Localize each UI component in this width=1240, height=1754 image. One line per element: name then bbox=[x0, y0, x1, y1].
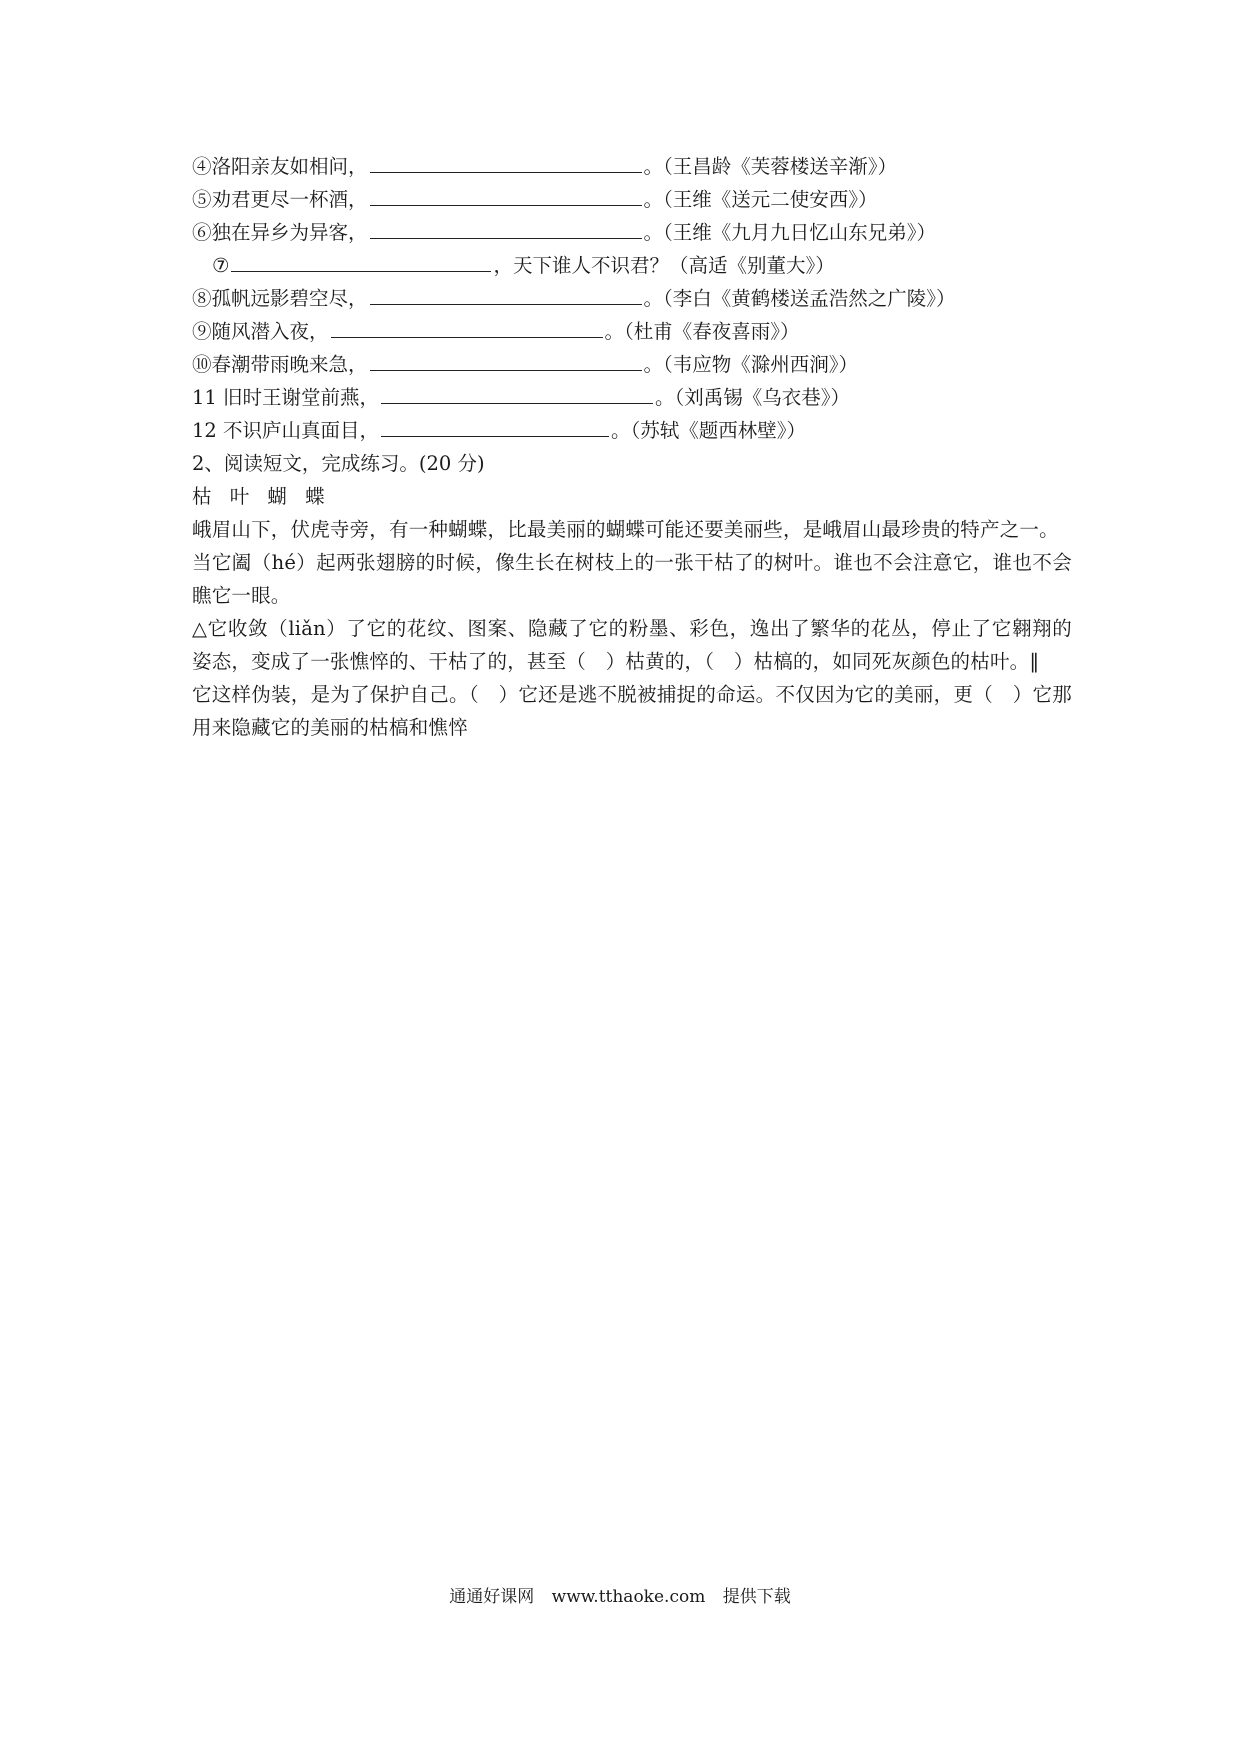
footer-note: 提供下载 bbox=[722, 1587, 791, 1607]
passage-paragraph-2: 当它阖（hé）起两张翅膀的时候，像生长在树枝上的一张干枯了的树叶。谁也不会注意它，谁也不会瞧它一眼。 bbox=[192, 551, 1072, 607]
poem-suffix: 。（王昌龄《芙蓉楼送辛渐》） bbox=[643, 155, 898, 178]
poem-suffix: 。（苏轼《题西林壁》） bbox=[611, 419, 807, 442]
section-heading: 2、阅读短文，完成练习。(20 分) bbox=[192, 452, 485, 475]
answer-blank bbox=[370, 183, 642, 206]
passage-paragraph-1: 峨眉山下，伏虎寺旁，有一种蝴蝶，比最美丽的蝴蝶可能还要美丽些，是峨眉山最珍贵的特产之一。 bbox=[192, 518, 1059, 541]
answer-blank bbox=[381, 381, 653, 404]
answer-blank bbox=[231, 249, 491, 272]
poem-suffix: 。（王维《送元二使安西》） bbox=[643, 188, 878, 211]
poem-suffix: 。（李白《黄鹤楼送孟浩然之广陵》） bbox=[643, 287, 956, 310]
passage-paragraph-4: 它这样伪装，是为了保护自己。（ ）它还是逃不脱被捕捉的命运。不仅因为它的美丽，更（ ）它那用来隐藏它的美丽的枯槁和憔悴 bbox=[192, 683, 1072, 739]
poem-line-12 bbox=[192, 414, 1072, 447]
poem-prefix: 11 旧时王谢堂前燕， bbox=[192, 386, 380, 409]
poem-prefix: ⑤劝君更尽一杯酒， bbox=[192, 188, 368, 211]
poem-line-8 bbox=[192, 282, 1072, 315]
poem-prefix: ④洛阳亲友如相问， bbox=[192, 155, 368, 178]
passage-title: 枯 叶 蝴 蝶 bbox=[192, 485, 331, 508]
poem-line-11 bbox=[192, 381, 1072, 414]
poem-suffix: 。（杜甫《春夜喜雨》） bbox=[604, 320, 800, 343]
answer-blank bbox=[331, 315, 603, 338]
passage-paragraph-3: △它收敛（liǎn）了它的花纹、图案、隐藏了它的粉墨、彩色，逸出了繁华的花丛，停止了它翱翔的姿态，变成了一张憔悴的、干枯了的，甚至（ ）枯黄的，（ ）枯槁的，如同死灰颜色的枯叶。‖ bbox=[192, 617, 1072, 673]
poem-prefix: ⑦ bbox=[212, 254, 230, 277]
footer-site-name: 通通好课网 bbox=[449, 1587, 535, 1607]
answer-blank bbox=[370, 216, 642, 239]
page-footer bbox=[0, 1582, 1240, 1607]
poem-line-10 bbox=[192, 348, 1072, 381]
answer-blank bbox=[370, 150, 642, 173]
footer-url: www.tthaoke.com bbox=[551, 1587, 706, 1607]
answer-blank bbox=[370, 348, 642, 371]
poem-prefix: ⑧孤帆远影碧空尽， bbox=[192, 287, 368, 310]
document-content bbox=[192, 150, 1072, 744]
poem-suffix: 。（刘禹锡《乌衣巷》） bbox=[655, 386, 851, 409]
poem-line-6 bbox=[192, 216, 1072, 249]
poem-prefix: 12 不识庐山真面目， bbox=[192, 419, 380, 442]
poem-suffix: 。（韦应物《滁州西涧》） bbox=[643, 353, 859, 376]
poem-prefix: ⑥独在异乡为异客， bbox=[192, 221, 368, 244]
poem-suffix: ，天下谁人不识君？（高适《别董大》） bbox=[493, 254, 835, 277]
answer-blank bbox=[381, 414, 609, 437]
poem-suffix: 。（王维《九月九日忆山东兄弟》） bbox=[643, 221, 937, 244]
poem-prefix: ⑨随风潜入夜， bbox=[192, 320, 329, 343]
poem-prefix: ⑩春潮带雨晚来急， bbox=[192, 353, 368, 376]
answer-blank bbox=[370, 282, 642, 305]
poem-line-9 bbox=[192, 315, 1072, 348]
poem-line-7 bbox=[192, 249, 1072, 282]
poem-line-5 bbox=[192, 183, 1072, 216]
poem-line-4 bbox=[192, 150, 1072, 183]
